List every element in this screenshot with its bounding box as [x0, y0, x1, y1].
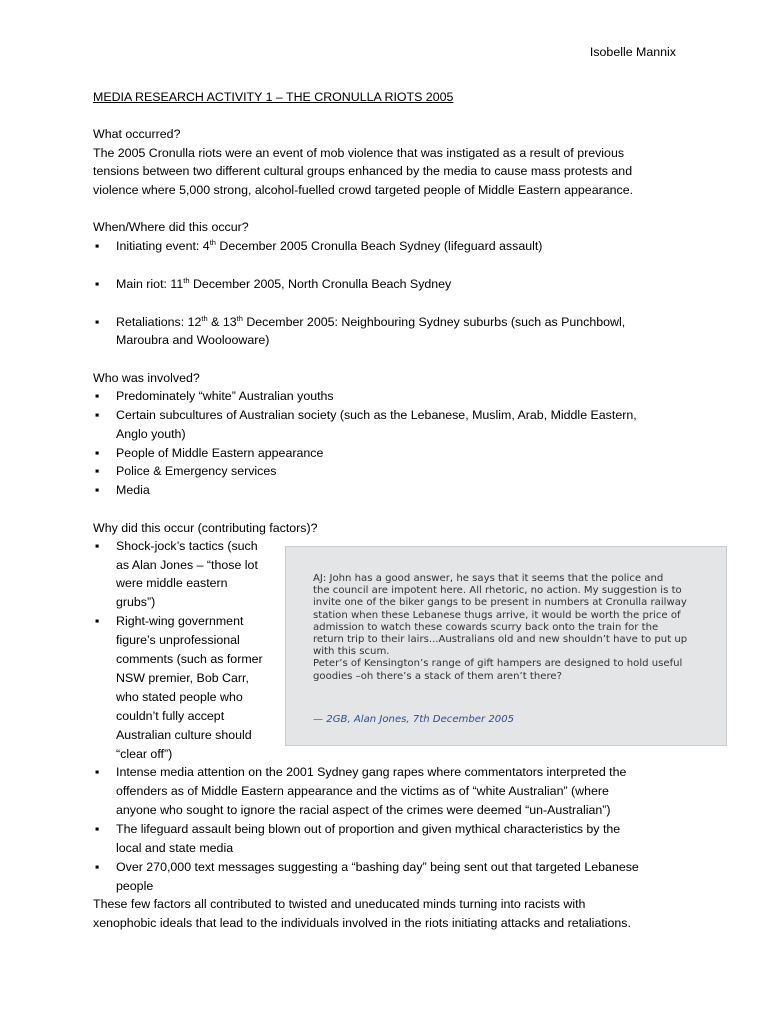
- list-item-cont: who stated people who: [116, 690, 243, 704]
- list-item-shock-jock: Shock-jock’s tactics (such: [116, 539, 258, 553]
- bullet-marker: ▪: [95, 464, 100, 478]
- heading-why: Why did this occur (contributing factors)?: [93, 521, 318, 535]
- list-item-cont: offenders as of Middle Eastern appearance and the victims as of “white Australian” (where: [116, 784, 609, 798]
- quote-line: AJ: John has a good answer, he says that it seems that the police and: [313, 573, 664, 584]
- list-item-cont: Australian culture should: [116, 728, 252, 742]
- document-title: MEDIA RESEARCH ACTIVITY 1 – THE CRONULLA RIOTS 2005: [93, 90, 454, 104]
- quote-source: — 2GB, Alan Jones, 7th December 2005: [313, 714, 515, 725]
- list-item-text-messages: Over 270,000 text messages suggesting a “bashing day” being sent out that targeted Lebanese: [116, 860, 639, 874]
- heading-when-where: When/Where did this occur?: [93, 220, 249, 234]
- list-item-lifeguard: The lifeguard assault being blown out of proportion and given mythical characteristics by the: [116, 822, 621, 836]
- bullet-marker: ▪: [95, 822, 100, 836]
- bullet-marker: ▪: [95, 860, 100, 874]
- bullet-marker: ▪: [95, 614, 100, 628]
- list-item-cont: couldn’t fully accept: [116, 709, 225, 723]
- conclusion-line: These few factors all contributed to twisted and uneducated minds turning into racists with: [93, 897, 586, 911]
- list-item-cont: people: [116, 879, 154, 893]
- list-item-cont: NSW premier, Bob Carr,: [116, 671, 249, 685]
- heading-what-occurred: What occurred?: [93, 127, 181, 141]
- bullet-marker: ▪: [95, 446, 100, 460]
- list-item-cont: anyone who sought to ignore the racial aspect of the crimes were deemed “un-Australian”): [116, 803, 611, 817]
- quote-line: station when these Lebanese thugs arrive, it would be worth the price of: [313, 609, 681, 621]
- list-item-media-attention: Intense media attention on the 2001 Sydney gang rapes where commentators interpreted the: [116, 765, 627, 779]
- list-item-cont: comments (such as former: [116, 652, 263, 666]
- list-item-cont: figure’s unprofessional: [116, 633, 240, 647]
- list-item: Police & Emergency services: [116, 464, 277, 478]
- quote-line: the council are impotent here. All rhetoric, no action. My suggestion is to: [313, 585, 682, 597]
- list-item-cont: grubs”): [116, 595, 156, 609]
- quote-line: with this scum.: [313, 646, 390, 658]
- paragraph-line: tensions between two different cultural groups enhanced by the media to cause mass protests and: [93, 164, 633, 178]
- list-item: Predominately “white” Australian youths: [116, 389, 334, 403]
- bullet-marker: ▪: [95, 315, 100, 329]
- list-item: Certain subcultures of Australian society (such as the Lebanese, Muslim, Arab, Middle Eastern,: [116, 408, 637, 422]
- list-item-right-wing: Right-wing government: [116, 614, 244, 628]
- list-item-initiating-event: Initiating event: 4th December 2005 Cronulla Beach Sydney (lifeguard assault): [116, 238, 543, 253]
- quote-line: goodies –oh there’s a stack of them aren’t there?: [313, 670, 562, 682]
- author-name: Isobelle Mannix: [589, 45, 676, 59]
- conclusion-line: xenophobic ideals that lead to the individuals involved in the riots initiating attacks and retaliations.: [93, 916, 631, 930]
- quote-line: admission to watch these cowards scurry back onto the train for the: [313, 621, 659, 633]
- quote-text: [313, 573, 725, 683]
- paragraph-line: violence where 5,000 strong, alcohol-fuelled crowd targeted people of Middle Eastern appearance.: [93, 183, 634, 197]
- quote-line: Peter’s of Kensington’s range of gift hampers are designed to hold useful: [313, 658, 683, 670]
- quote-line: return trip to their lairs...Australians old and new shouldn’t have to put up: [313, 634, 688, 646]
- quote-line: invite one of the biker gangs to be present in numbers at Cronulla railway: [313, 597, 687, 609]
- list-item-retaliations-cont: Maroubra and Woolooware): [116, 333, 270, 347]
- bullet-marker: ▪: [95, 239, 100, 253]
- bullet-marker: ▪: [95, 408, 100, 422]
- list-item-cont: as Alan Jones – “those lot: [116, 558, 258, 572]
- paragraph-line: The 2005 Cronulla riots were an event of mob violence that was instigated as a result of previous: [93, 146, 625, 160]
- bullet-marker: ▪: [95, 539, 100, 553]
- quote-box: [285, 546, 727, 746]
- bullet-marker: ▪: [95, 389, 100, 403]
- list-item: Media: [116, 483, 150, 497]
- list-item-main-riot: Main riot: 11th December 2005, North Cronulla Beach Sydney: [116, 276, 452, 291]
- list-item-cont: Anglo youth): [116, 427, 186, 441]
- list-item-cont: local and state media: [116, 841, 234, 855]
- list-item-retaliations: Retaliations: 12th & 13th December 2005: Neighbouring Sydney suburbs (such as Punchbowl,: [116, 314, 626, 329]
- bullet-marker: ▪: [95, 483, 100, 497]
- bullet-marker: ▪: [95, 765, 100, 779]
- bullet-marker: ▪: [95, 277, 100, 291]
- heading-who-involved: Who was involved?: [93, 371, 200, 385]
- list-item: People of Middle Eastern appearance: [116, 446, 324, 460]
- list-item-cont: “clear off”): [116, 747, 173, 761]
- list-item-cont: were middle eastern: [116, 576, 228, 590]
